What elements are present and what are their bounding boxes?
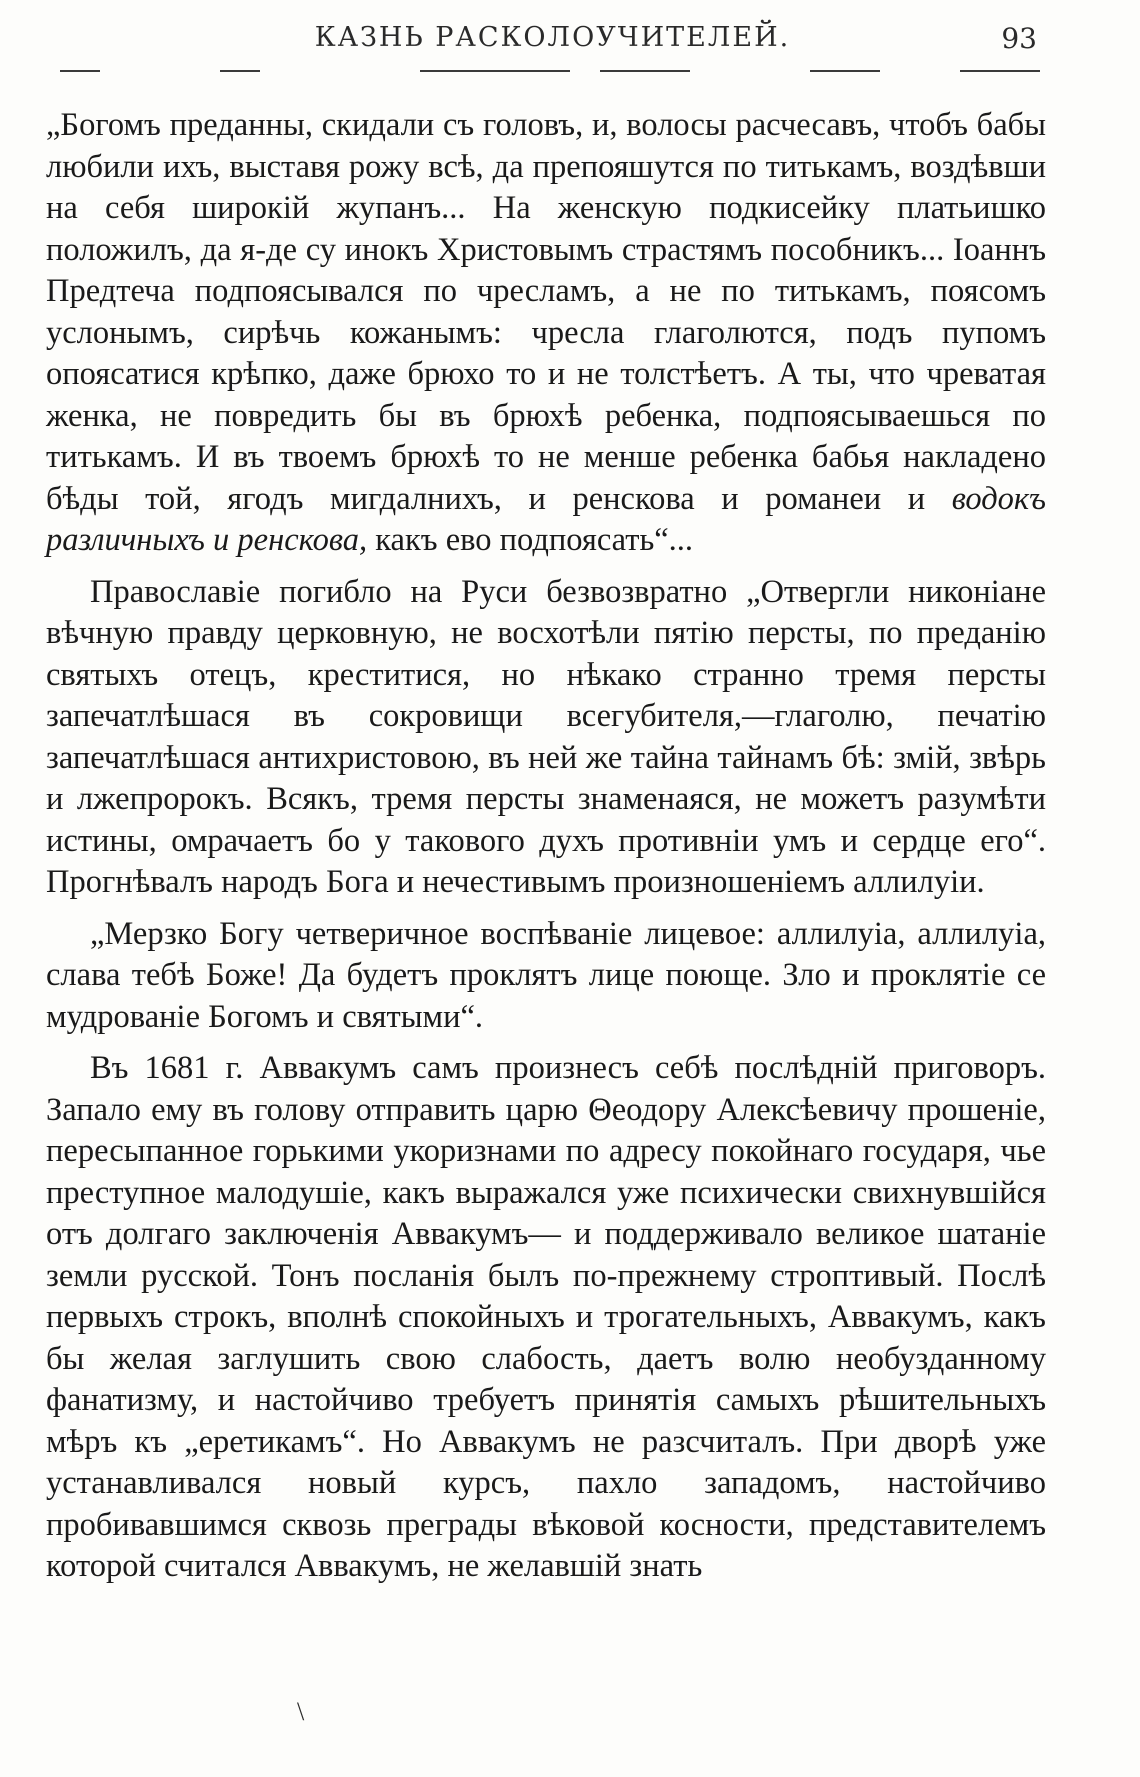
- page-number: 93: [1001, 22, 1037, 55]
- paragraph-3-quote: „Мерзко Богу четверичное воспѣваніе лицевое: аллилуіа, аллилуіа, слава тебѣ Боже! Да будетъ проклятъ лице поюще. Зло и проклятіе се мудрованіе Богомъ и святыми“.: [46, 915, 1046, 1035]
- paragraph-2: Православіе погибло на Руси безвозвратно „Отвергли никоніане вѣчную правду церковную, не восхотѣли пятію персты, по преданію святыхъ отецъ, креститися, но нѣкако странно тремя персты запечатлѣшася въ сокровищи всегубителя,—глаголю, печатію запечатлѣшася антихристовою, въ ней же тайна тайнамъ бѣ: змій, звѣрь и лжепророкъ. Всякъ, тремя персты знаменаяся, не можетъ разумѣти истины, омрачаетъ бо у такового духъ противніи умъ и сердце его“. Прогнѣвалъ народъ Бога и нечестивымъ произношеніемъ аллилуіи.: [46, 573, 1046, 900]
- header-rule: [60, 70, 1045, 72]
- paragraph-1-italic: водокъ различныхъ и ренскова,: [46, 480, 1046, 558]
- running-title: КАЗНЬ РАСКОЛОУЧИТЕЛЕЙ.: [314, 22, 791, 53]
- paragraph-1-text-a: „Богомъ преданны, скидали съ головъ, и, волосы расчесавъ, чтобъ бабы любили ихъ, выставя рожу всѣ, да препояшутся по титькамъ, воздѣвши на себя широкій жупанъ... На женскую подкисейку платьишко положилъ, да я-де су инокъ Христовымъ страстямъ пособникъ... Іоаннъ Предтеча подпоясывался по чресламъ, а не по титькамъ, поясомъ услонымъ, сирѣчь кожанымъ: чресла глаголются, подъ пупомъ опоясатися крѣпко, даже брюхо то и не толстѣетъ. А ты, что чреватая женка, не повредить бы въ брюхѣ ребенка, подпоясываешься по титькамъ. И въ твоемъ брюхѣ то не менше ребенка бабья накладено бѣды той, ягодъ мигдалнихъ, и ренскова и романеи и: [46, 107, 1046, 517]
- body-text: [46, 105, 1046, 1588]
- paragraph-1-text-b: какъ ево подпоясать“...: [367, 522, 694, 558]
- running-head: [60, 22, 1045, 62]
- stray-mark: \: [297, 1697, 305, 1726]
- paragraph-1-quote: [46, 105, 1046, 562]
- paragraph-4: Въ 1681 г. Аввакумъ самъ произнесъ себѣ послѣдній приговоръ. Запало ему въ голову отправить царю Θеодору Алексѣевичу прошеніе, пересыпанное горькими укоризнами по адресу покойнаго государя, чье преступное малодушіе, какъ выражался уже психически свихнувшійся отъ долгаго заключенія Аввакумъ— и поддерживало великое шатаніе земли русской. Тонъ посланія былъ по-прежнему строптивый. Послѣ первыхъ строкъ, вполнѣ спокойныхъ и трогательныхъ, Аввакумъ, какъ бы желая заглушить свою слабость, даетъ волю необузданному фанатизму, и настойчиво требуетъ принятія самыхъ рѣшительныхъ мѣръ къ „еретикамъ“. Но Аввакумъ не разсчиталъ. При дворѣ уже устанавливался новый курсъ, пахло западомъ, настойчиво пробивавшимся сквозь преграды вѣковой косности, представителемъ которой считался Аввакумъ, не желавшій знать: [46, 1050, 1046, 1584]
